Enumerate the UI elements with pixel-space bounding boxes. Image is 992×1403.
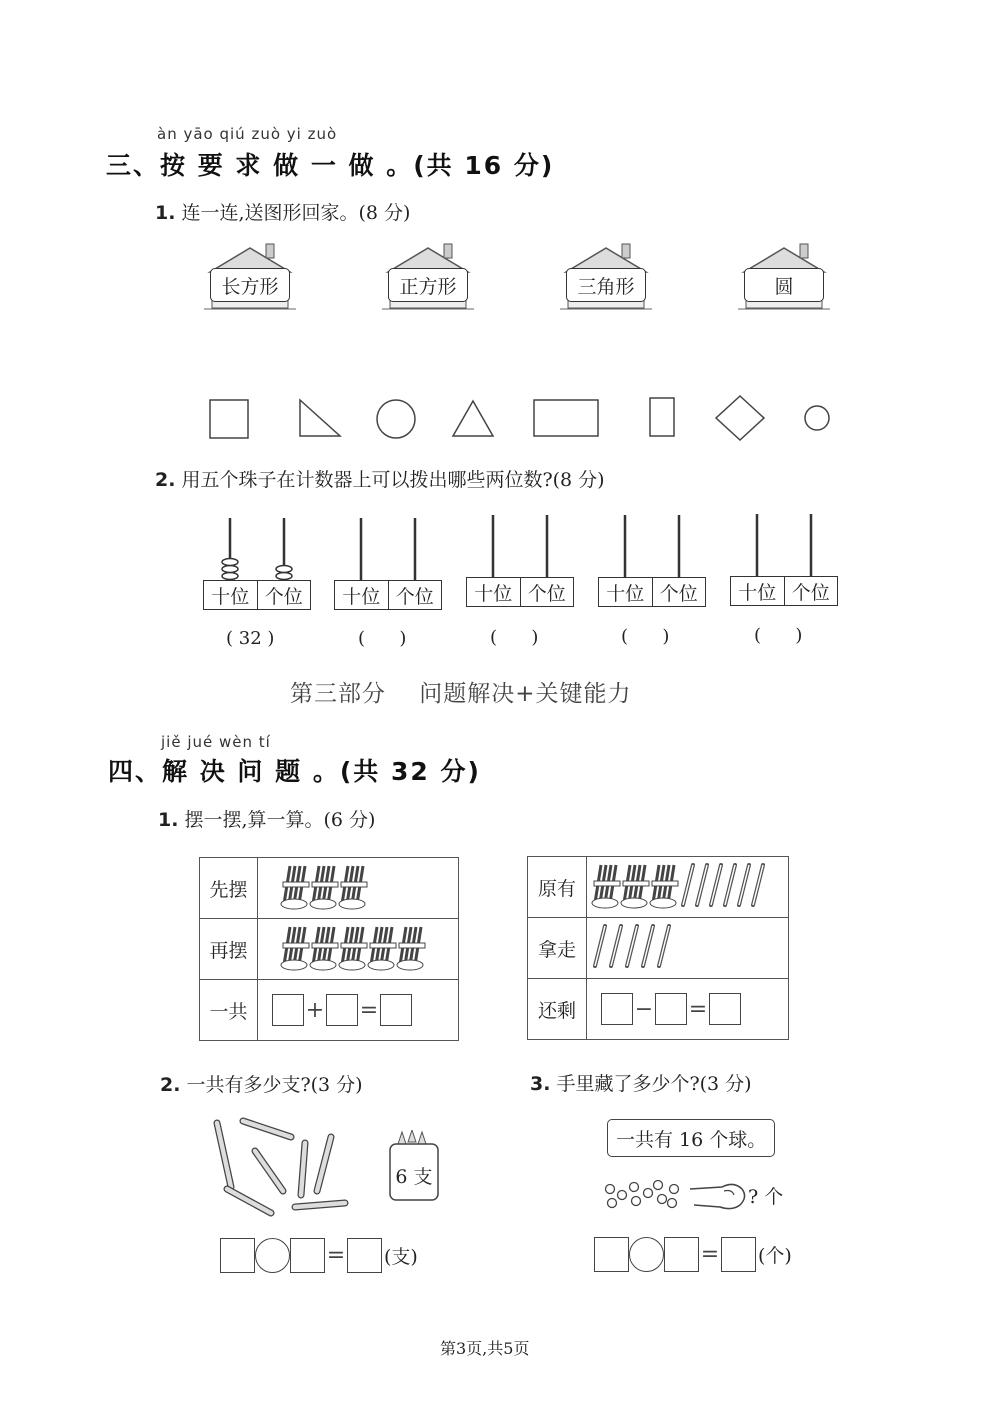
page-footer: 第3页,共5页 [440, 1339, 530, 1358]
section3-pinyin: àn yāo qiú zuò yi zuò [157, 125, 338, 143]
place-value-box [598, 577, 706, 607]
shapes-row [190, 388, 850, 448]
stick-bundle-icon [339, 866, 367, 909]
ball-icon [606, 1185, 615, 1194]
stick-bundle-icon [310, 927, 338, 970]
ball-icon [630, 1183, 639, 1192]
bundle-row [258, 858, 458, 914]
ball-icon [644, 1189, 653, 1198]
pencil-icon [295, 1203, 345, 1207]
equation [587, 993, 788, 1025]
house-square[interactable] [378, 242, 478, 312]
answer-box[interactable] [601, 993, 633, 1025]
s3-q2 [155, 465, 605, 492]
triangle-shape[interactable] [453, 401, 493, 436]
row-label: 拿走 [528, 918, 587, 979]
answer-box[interactable] [594, 1237, 629, 1272]
row-label: 再摆 [200, 919, 258, 980]
s3-q1-text: 连一连,送图形回家。(8 分) [181, 202, 411, 224]
abacus-rods [598, 515, 706, 577]
right-triangle-shape[interactable] [300, 400, 340, 436]
stick-icon [711, 865, 721, 905]
ball-icon [608, 1199, 617, 1208]
bundle-row [258, 919, 458, 975]
part3-title: 第三部分 问题解决+关键能力 [290, 681, 632, 707]
row-content [258, 919, 459, 980]
place-value-box [203, 580, 311, 610]
abacus-rods [730, 514, 838, 576]
stick-bundle-icon [592, 865, 620, 908]
house-rectangle[interactable] [200, 242, 300, 312]
section4-title: 四、解 决 问 题 。(共 32 分) [108, 757, 481, 786]
row-label: 还剩 [528, 979, 587, 1040]
equals-sign: = [700, 1242, 720, 1267]
house-label: 长方形 [210, 268, 290, 302]
left-table [199, 857, 459, 1041]
ball-icon [668, 1199, 677, 1208]
pencil-icon [255, 1151, 283, 1191]
answer-box[interactable] [664, 1237, 699, 1272]
house-triangle[interactable] [556, 242, 656, 312]
ones-label: 个位 [527, 582, 566, 605]
s4-q1-num: 1. [158, 809, 179, 831]
tens-label: 十位 [204, 581, 258, 609]
s3-q1 [155, 198, 410, 225]
row-label: 先摆 [200, 858, 258, 919]
equals-sign: = [359, 997, 379, 1023]
scattered-pencils [205, 1115, 365, 1225]
stick-icon [753, 865, 763, 905]
operator-circle[interactable] [255, 1238, 290, 1273]
equals-sign: = [326, 1243, 346, 1268]
operator-circle[interactable] [629, 1237, 664, 1272]
ones-label: 个位 [264, 585, 303, 608]
house-label: 正方形 [388, 268, 468, 302]
answer-box[interactable] [347, 1238, 382, 1273]
stick-icon [697, 865, 707, 905]
stick-icon [659, 926, 669, 966]
s4-q2 [160, 1070, 363, 1097]
s3-q2-num: 2. [155, 469, 176, 491]
place-value-box [466, 577, 574, 607]
house-label: 圆 [744, 268, 824, 302]
s4-q1 [158, 805, 375, 832]
row-label: 原有 [528, 857, 587, 918]
answer-box[interactable] [272, 994, 304, 1026]
cup-label: 6 支 [395, 1166, 433, 1188]
bundle-row [587, 857, 787, 913]
ball-icon [618, 1191, 627, 1200]
stick-bundle-icon [650, 865, 678, 908]
row-content [258, 858, 459, 919]
answer-5[interactable]: ( ) [754, 625, 803, 646]
answer-box[interactable] [326, 994, 358, 1026]
answer-box[interactable] [220, 1238, 255, 1273]
rectangle-shape[interactable] [534, 400, 598, 436]
tens-label: 十位 [467, 578, 521, 606]
pencil-icon [227, 1189, 271, 1213]
hidden-count: ? 个 [748, 1186, 784, 1208]
small-circle-shape[interactable] [805, 406, 829, 430]
stick-bundle-icon [339, 927, 367, 970]
circle-shape[interactable] [377, 400, 415, 438]
abacus-1[interactable] [203, 518, 311, 613]
tall-rectangle-shape[interactable] [650, 398, 674, 436]
s4-q1-text: 摆一摆,算一算。(6 分) [184, 809, 376, 831]
abacus-5[interactable] [730, 514, 838, 609]
equation-cell [587, 979, 789, 1040]
answer-box[interactable] [290, 1238, 325, 1273]
balls [600, 1175, 690, 1215]
square-shape[interactable] [210, 400, 248, 438]
pencil-icon [243, 1121, 291, 1137]
abacus-rods [334, 518, 442, 580]
stick-bundle-icon [621, 865, 649, 908]
row-content [587, 918, 789, 979]
stick-icon [739, 865, 749, 905]
s4-q2-text: 一共有多少支?(3 分) [186, 1074, 363, 1096]
tens-label: 十位 [731, 577, 785, 605]
abacus-2[interactable] [334, 518, 442, 613]
stick-icon [725, 865, 735, 905]
answer-1: ( 32 ) [226, 628, 275, 649]
answer-box[interactable] [721, 1237, 756, 1272]
stick-bundle-icon [368, 927, 396, 970]
answer-box[interactable] [380, 994, 412, 1026]
place-value-box [334, 580, 442, 610]
stick-icon [611, 926, 621, 966]
stick-bundle-icon [281, 927, 309, 970]
ones-label: 个位 [791, 581, 830, 604]
abacus-3[interactable] [466, 515, 574, 610]
s3-q2-text: 用五个珠子在计数器上可以拨出哪些两位数?(8 分) [181, 469, 605, 491]
answer-box[interactable] [655, 993, 687, 1025]
stick-icon [683, 865, 693, 905]
stick-bundle-icon [397, 927, 425, 970]
ball-icon [632, 1197, 641, 1206]
tens-label: 十位 [335, 581, 389, 609]
q3-equation [594, 1237, 792, 1272]
abacus-4[interactable] [598, 515, 706, 610]
s4-q3-text: 手里藏了多少个?(3 分) [556, 1073, 752, 1095]
hand-icon [688, 1175, 750, 1215]
equation-cell [258, 980, 459, 1041]
right-table [527, 856, 789, 1040]
answer-3[interactable]: ( ) [490, 627, 539, 648]
abacus-rods [466, 515, 574, 577]
pencil-icon [317, 1137, 331, 1191]
house-label: 三角形 [566, 268, 646, 302]
row-content [587, 857, 789, 918]
answer-4[interactable]: ( ) [621, 626, 670, 647]
stick-row [587, 918, 787, 974]
house-circle[interactable] [734, 242, 834, 312]
minus-sign: − [634, 996, 654, 1022]
section3-title: 三、按 要 求 做 一 做 。(共 16 分) [106, 151, 555, 180]
equation [258, 994, 458, 1026]
place-value-box [730, 576, 838, 606]
pencil-icon [301, 1143, 305, 1195]
stick-icon [643, 926, 653, 966]
s4-q3-num: 3. [530, 1073, 551, 1095]
s4-q2-num: 2. [160, 1074, 181, 1096]
s4-q3 [530, 1069, 752, 1096]
q2-equation [220, 1238, 418, 1273]
stick-bundle-icon [281, 866, 309, 909]
tens-label: 十位 [599, 578, 653, 606]
plus-sign: + [305, 997, 325, 1023]
stick-icon [595, 926, 605, 966]
s3-q1-num: 1. [155, 202, 176, 224]
pencil-cup [386, 1130, 442, 1202]
stick-icon [627, 926, 637, 966]
note-box: 一共有 16 个球。 [607, 1119, 775, 1157]
stick-bundle-icon [310, 866, 338, 909]
pencil-icon [217, 1123, 231, 1187]
diamond-shape[interactable] [716, 396, 764, 440]
ball-icon [658, 1195, 667, 1204]
row-label: 一共 [200, 980, 258, 1041]
abacus-rods [203, 518, 311, 580]
equals-sign: = [688, 996, 708, 1022]
ones-label: 个位 [395, 585, 434, 608]
ones-label: 个位 [659, 582, 698, 605]
answer-box[interactable] [709, 993, 741, 1025]
answer-2[interactable]: ( ) [358, 628, 407, 649]
unit-label: (支) [384, 1246, 418, 1268]
unit-label: (个) [758, 1245, 792, 1267]
ball-icon [654, 1181, 663, 1190]
ball-icon [670, 1185, 679, 1194]
section4-pinyin: jiě jué wèn tí [161, 733, 271, 751]
